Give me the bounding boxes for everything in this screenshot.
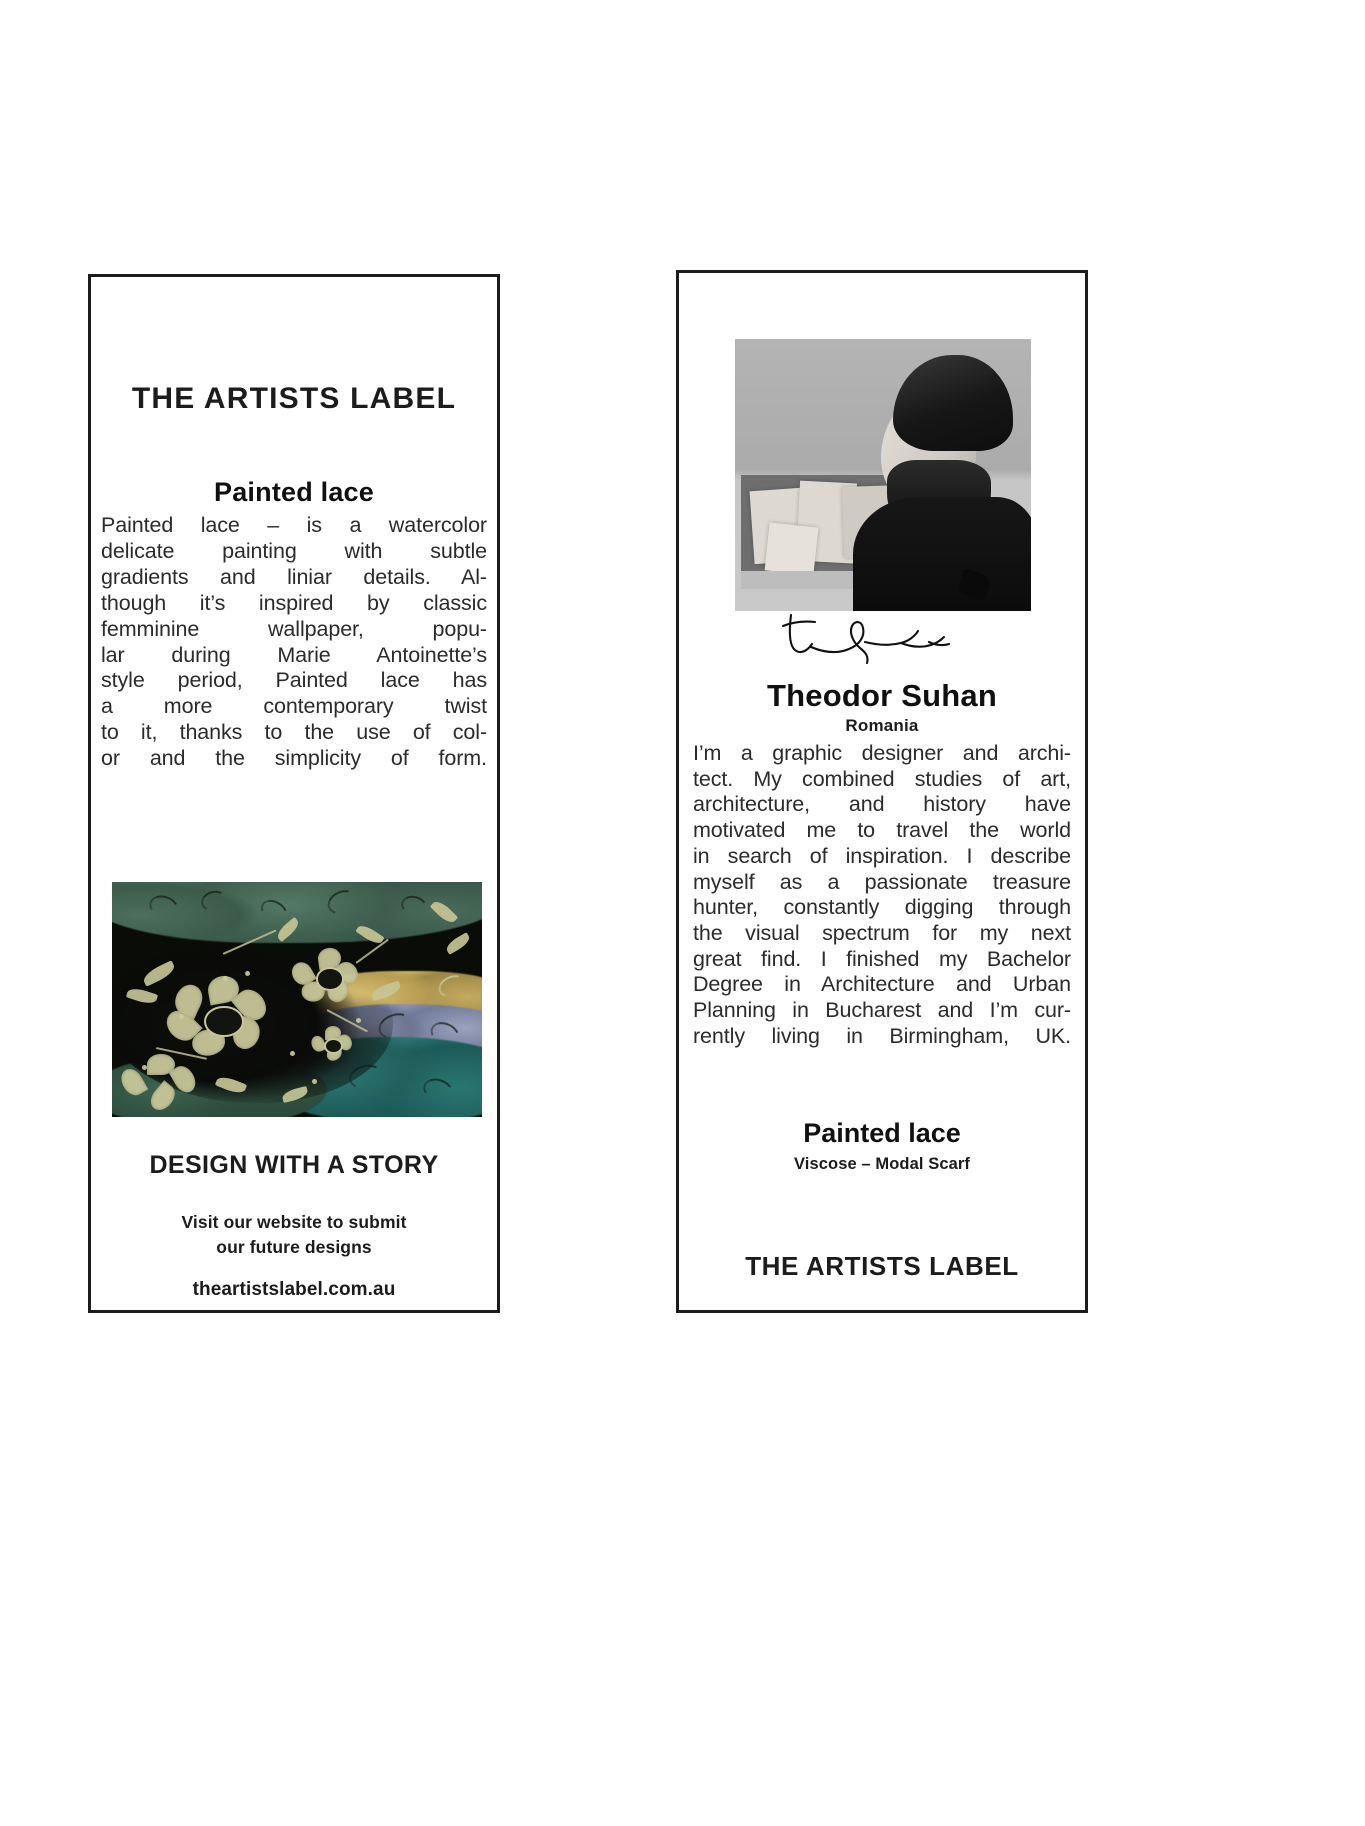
bio-line: architecture, and history have [693, 792, 1071, 817]
description-line: style period, Painted lace has [101, 668, 487, 693]
right-brand-title: THE ARTISTS LABEL [745, 1251, 1019, 1281]
right-product-name: Painted lace [803, 1118, 961, 1148]
bio-line: myself as a passionate treasure [693, 869, 1071, 894]
description-line: delicate painting with subtle [101, 538, 487, 563]
artist-portrait-photo [735, 339, 1031, 611]
bio-line: great find. I finished my Bachelor [693, 946, 1071, 971]
description-line: Painted lace – is a watercolor [101, 513, 487, 537]
description-line: though it’s inspired by classic [101, 590, 487, 615]
portrait-shoulders [853, 497, 1031, 611]
description-line: a more contemporary twist [101, 694, 487, 719]
swatch-artwork [112, 882, 482, 1117]
left-product-description [101, 513, 487, 772]
left-brand-title: THE ARTISTS LABEL [131, 382, 457, 415]
right-swing-tag-card [676, 270, 1088, 1313]
bio-line: hunter, constantly digging through [693, 895, 1071, 920]
left-tagline: DESIGN WITH A STORY [149, 1151, 439, 1179]
cta-line-1: Visit our website to submit [181, 1212, 407, 1232]
bio-line: Planning in Bucharest and I’m cur- [693, 998, 1071, 1023]
bio-line: the visual spectrum for my next [693, 920, 1071, 945]
description-line: gradients and liniar details. Al- [101, 564, 487, 589]
artist-signature [777, 609, 977, 671]
artist-country: Romania [845, 716, 919, 735]
bio-line: in search of inspiration. I describe [693, 843, 1071, 868]
left-call-to-action [91, 1210, 497, 1260]
bio-line: motivated me to travel the world [693, 818, 1071, 843]
description-line: lar during Marie Antoinette’s [101, 642, 487, 667]
bio-line: tect. My combined studies of art, [693, 766, 1071, 791]
description-line: or and the simplicity of form. [101, 746, 487, 771]
left-product-name: Painted lace [214, 477, 374, 507]
fabric-swatch-image [112, 882, 482, 1117]
left-swing-tag-card [88, 274, 500, 1313]
bio-line: Degree in Architecture and Urban [693, 972, 1071, 997]
description-line: femminine wallpaper, popu- [101, 616, 487, 641]
artist-biography [693, 741, 1071, 1049]
website-url[interactable]: theartistslabel.com.au [192, 1279, 396, 1300]
cta-line-2: our future designs [216, 1237, 372, 1257]
bio-line: rently living in Birmingham, UK. [693, 1023, 1071, 1048]
bio-line: I’m a graphic designer and archi- [693, 741, 1071, 765]
artist-name: Theodor Suhan [767, 678, 997, 713]
right-product-material: Viscose – Modal Scarf [793, 1155, 971, 1173]
description-line: to it, thanks to the use of col- [101, 720, 487, 745]
